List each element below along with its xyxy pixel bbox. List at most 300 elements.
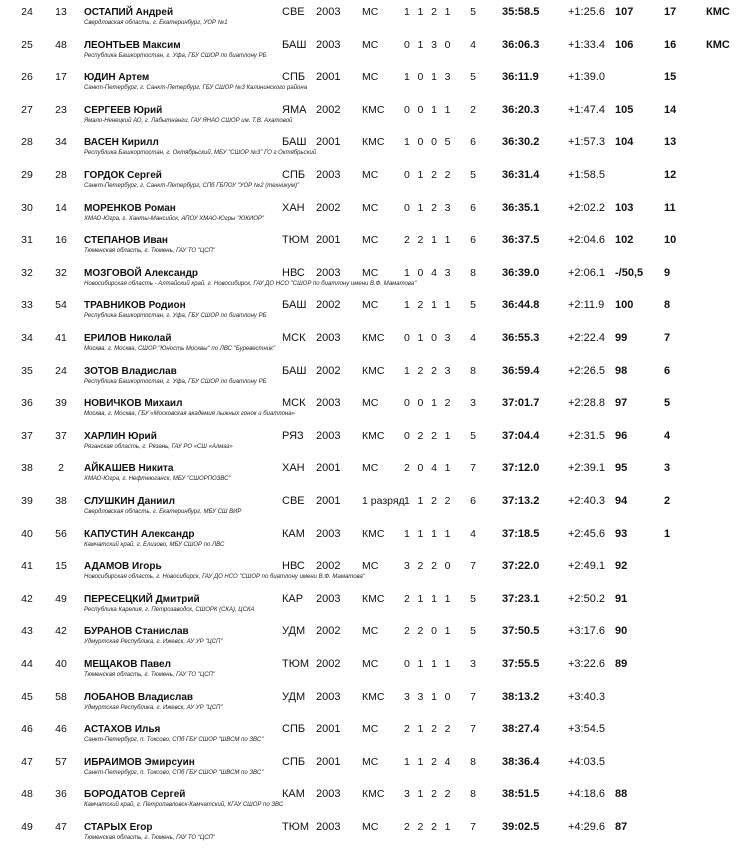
sport-rank: КМС (362, 429, 385, 442)
athlete-name: КАПУСТИН Александр (84, 528, 195, 540)
time-behind: +1:33.4 (568, 38, 606, 51)
cup-points: 6 (664, 364, 671, 377)
club-info: Свердловская область, г. Екатеринбург, УОР №1 (84, 20, 228, 26)
region-code: МСК (282, 397, 306, 410)
bib-cell: 32 (55, 266, 67, 279)
birth-year: 2001 (316, 723, 341, 736)
region-code: КАР (282, 592, 304, 605)
shooting-misses: 0 1 0 3 (404, 332, 453, 344)
region-code: МСК (282, 332, 306, 344)
club-info: Санкт-Петербург, п. Токсово, СПб ГБУ СШОР "ШВСМ по ЗВС" (84, 737, 264, 744)
finish-time: 35:58.5 (502, 6, 540, 18)
region-code: УДМ (282, 690, 306, 703)
bib-cell: 40 (55, 658, 67, 670)
total-penalties: 8 (470, 755, 476, 768)
shooting-misses: 1 1 2 4 (404, 755, 453, 768)
time-behind: +1:58.5 (568, 169, 606, 181)
total-penalties: 4 (470, 332, 476, 344)
club-info: Ямало-Ненецкий АО, г. Лабытнанги, ГАУ ЯНАО СШОР им. Т.В. Ахатовой (84, 117, 293, 124)
table-row (0, 262, 750, 294)
shooting-misses: 1 1 2 1 (404, 6, 453, 18)
total-penalties: 8 (470, 364, 476, 377)
total-penalties: 5 (470, 625, 476, 638)
birth-year: 2002 (316, 658, 341, 670)
points-cell: 103 (615, 201, 634, 214)
club-info: Республика Карелия, г. Петрозаводск, СШОРК (СКА), ЦСКА (84, 606, 255, 613)
table-row (0, 360, 750, 392)
time-behind: +2:50.2 (568, 592, 606, 605)
sport-rank: МС (362, 462, 379, 475)
place-cell: 37 (21, 429, 33, 442)
sport-rank: КМС (362, 332, 385, 344)
club-info: ХМАО-Югра, г. Ханты-Мансийск, АПОУ ХМАО-Югры "ЮКИОР" (84, 215, 265, 222)
region-code: УДМ (282, 625, 306, 638)
athlete-name: ЗОТОВ Владислав (84, 365, 177, 377)
place-cell: 49 (21, 821, 33, 833)
club-info: Санкт-Петербург, г. Санкт-Петербург, ГБУ СШОР №3 Калининского района (84, 85, 308, 92)
bib-cell: 38 (55, 495, 67, 507)
points-cell: 99 (615, 332, 628, 344)
table-row (0, 131, 750, 163)
total-penalties: 5 (470, 299, 476, 312)
total-penalties: 8 (470, 266, 476, 279)
points-cell: 90 (615, 625, 628, 638)
place-cell: 30 (21, 201, 33, 214)
points-cell: 105 (615, 103, 634, 116)
place-cell: 42 (21, 592, 33, 605)
bib-cell: 54 (55, 299, 67, 312)
table-row (0, 294, 750, 326)
club-info: Республика Башкортостан, г. Уфа, ГБУ СШОР по биатлону РБ (84, 378, 267, 385)
region-code: БАШ (282, 364, 307, 377)
sport-rank: МС (362, 71, 379, 84)
finish-time: 36:06.3 (502, 38, 540, 51)
birth-year: 2003 (316, 527, 341, 540)
total-penalties: 7 (470, 560, 476, 573)
place-cell: 31 (21, 234, 33, 247)
finish-time: 37:50.5 (502, 625, 540, 638)
club-info: Республика Башкортостан, г. Уфа, ГБУ СШОР по биатлону РБ (84, 52, 267, 59)
club-info: Новосибирская область, г. Новосибирск, ГАУ ДО НСО "СШОР по биатлону имени В.Ф. Маматова" (84, 574, 366, 581)
points-cell: 100 (615, 299, 634, 312)
bib-cell: 58 (55, 690, 67, 703)
birth-year: 2003 (316, 332, 341, 344)
club-info: Камчатский край, г. Петропавловск-Камчатский, КГАУ СШОР по ЗВС (84, 802, 284, 809)
cup-points: 8 (664, 299, 671, 312)
club-info: Санкт-Петербург, г. Санкт-Петербург, СПб ГБПОУ "УОР №2 (техникум)" (84, 183, 300, 189)
club-info: Москва, г. Москва, СШОР "Юность Москвы" по ЛВС "Буревестник" (84, 346, 276, 352)
sport-rank: МС (362, 169, 379, 181)
finish-time: 36:59.4 (502, 364, 540, 377)
points-cell: 97 (615, 397, 628, 410)
region-code: СВЕ (282, 495, 305, 507)
bib-cell: 48 (55, 38, 67, 51)
cup-points: 1 (664, 527, 671, 540)
bib-cell: 39 (55, 397, 67, 410)
table-row (0, 783, 750, 815)
finish-time: 36:30.2 (502, 136, 540, 149)
athlete-name: МЕЩАКОВ Павел (84, 659, 171, 670)
finish-time: 36:39.0 (502, 266, 540, 279)
place-cell: 40 (21, 527, 33, 540)
finish-time: 37:22.0 (502, 560, 540, 573)
shooting-misses: 2 2 2 1 (404, 821, 453, 833)
shooting-misses: 1 1 1 1 (404, 527, 453, 540)
table-row (0, 164, 750, 196)
region-code: СПБ (282, 723, 306, 736)
birth-year: 2003 (316, 690, 341, 703)
time-behind: +2:40.3 (568, 495, 606, 507)
points-cell: 89 (615, 658, 628, 670)
place-cell: 29 (21, 169, 33, 181)
points-cell: 102 (615, 234, 634, 247)
sport-rank: 1 разряд (362, 495, 405, 507)
bib-cell: 13 (55, 6, 67, 18)
table-row (0, 327, 750, 359)
sport-rank: МС (362, 658, 379, 670)
athlete-name: ВАСЕН Кирилл (84, 137, 159, 149)
table-row (0, 555, 750, 587)
bib-cell: 47 (55, 821, 67, 833)
time-behind: +1:25.6 (568, 6, 606, 18)
place-cell: 44 (21, 658, 33, 670)
time-behind: +4:29.6 (568, 821, 606, 833)
club-info: Санкт-Петербург, п. Токсово, СПб ГБУ СШОР "ШВСМ по ЗВС" (84, 769, 264, 776)
cup-points: 7 (664, 332, 671, 344)
sport-rank: МС (362, 397, 379, 410)
athlete-name: ЕРИЛОВ Николай (84, 333, 172, 344)
bib-cell: 2 (58, 462, 64, 475)
athlete-name: СЛУШКИН Даниил (84, 496, 175, 507)
birth-year: 2001 (316, 234, 341, 247)
region-code: ХАН (282, 201, 305, 214)
time-behind: +3:17.6 (568, 625, 606, 638)
shooting-misses: 0 0 1 2 (404, 397, 453, 410)
total-penalties: 3 (470, 397, 476, 410)
table-row (0, 392, 750, 424)
total-penalties: 6 (470, 136, 476, 149)
region-code: РЯЗ (282, 429, 304, 442)
athlete-name: АСТАХОВ Илья (84, 724, 161, 736)
sport-rank: МС (362, 234, 379, 247)
region-code: СПБ (282, 169, 306, 181)
shooting-misses: 1 1 2 2 (404, 495, 453, 507)
shooting-misses: 3 3 1 0 (404, 690, 453, 703)
cup-points: 5 (664, 397, 671, 410)
total-penalties: 8 (470, 788, 476, 801)
cup-points: 3 (664, 462, 671, 475)
region-code: ХАН (282, 462, 305, 475)
birth-year: 2002 (316, 625, 341, 638)
athlete-name: МОЗГОВОЙ Александр (84, 267, 199, 279)
total-penalties: 5 (470, 429, 476, 442)
points-cell: 88 (615, 788, 628, 801)
table-row (0, 653, 750, 685)
time-behind: +3:22.6 (568, 658, 606, 670)
finish-time: 37:13.2 (502, 495, 540, 507)
athlete-name: СТЕПАНОВ Иван (84, 235, 168, 247)
time-behind: +2:22.4 (568, 332, 606, 344)
shooting-misses: 2 1 2 2 (404, 723, 453, 736)
time-behind: +1:47.4 (568, 103, 606, 116)
club-info: Новосибирская область - Алтайский край, г. Новосибирск, ГАУ ДО НСО "СШОР по биатлону имени В.Ф. Маматова" (84, 280, 417, 287)
total-penalties: 4 (470, 38, 476, 51)
shooting-misses: 0 0 1 1 (404, 103, 453, 116)
place-cell: 28 (21, 136, 33, 149)
time-behind: +2:02.2 (568, 201, 606, 214)
cup-points: 11 (664, 201, 676, 214)
cup-points: 16 (664, 38, 677, 51)
bib-cell: 34 (55, 136, 67, 149)
finish-time: 38:51.5 (502, 788, 540, 801)
place-cell: 39 (21, 495, 33, 507)
region-code: КАМ (282, 527, 305, 540)
points-cell: 107 (615, 6, 634, 18)
birth-year: 2003 (316, 397, 341, 410)
region-code: НВС (282, 266, 305, 279)
sport-rank: МС (362, 625, 379, 638)
shooting-misses: 2 2 0 1 (404, 625, 453, 638)
region-code: ЯМА (282, 103, 307, 116)
table-row (0, 425, 750, 457)
club-info: Рязанская область, г. Рязань, ГАУ РО «СШ «Алмаз» (84, 443, 233, 450)
club-info: Удмуртская Республика, г. Ижевск, АУ УР "ЦСП" (84, 704, 223, 711)
athlete-name: ЛОБАНОВ Владислав (84, 691, 194, 703)
finish-time: 36:44.8 (502, 299, 540, 312)
time-behind: +2:26.5 (568, 364, 606, 377)
table-row (0, 751, 750, 783)
club-info: Тюменская область, г. Тюмень, ГАУ ТО "ЦСП" (84, 248, 216, 255)
athlete-name: СТАРЫХ Егор (84, 822, 153, 833)
sport-rank: МС (362, 299, 379, 312)
table-row (0, 718, 750, 750)
bib-cell: 28 (55, 169, 67, 181)
birth-year: 2001 (316, 495, 341, 507)
athlete-name: ТРАВНИКОВ Родион (84, 300, 186, 312)
shooting-misses: 3 2 2 0 (404, 560, 453, 573)
total-penalties: 7 (470, 723, 476, 736)
points-cell: 96 (615, 429, 628, 442)
place-cell: 34 (21, 332, 33, 344)
shooting-misses: 1 2 2 3 (404, 364, 453, 377)
time-behind: +3:40.3 (568, 690, 606, 703)
sport-rank: КМС (362, 788, 385, 801)
points-cell: -/50,5 (615, 266, 644, 279)
table-row (0, 620, 750, 652)
points-cell: 92 (615, 560, 628, 573)
total-penalties: 4 (470, 527, 476, 540)
table-row (0, 588, 750, 620)
place-cell: 24 (21, 6, 33, 18)
finish-time: 38:27.4 (502, 723, 540, 736)
time-behind: +2:45.6 (568, 527, 606, 540)
region-code: СПБ (282, 71, 306, 84)
sport-rank: КМС (362, 527, 385, 540)
athlete-name: СЕРГЕЕВ Юрий (84, 104, 163, 116)
sport-rank: МС (362, 201, 379, 214)
athlete-name: МОРЕНКОВ Роман (84, 202, 176, 214)
region-code: БАШ (282, 38, 307, 51)
athlete-name: ИБРАИМОВ Эмирсуин (84, 756, 195, 768)
athlete-name: ОСТАПИЙ Андрей (84, 7, 174, 18)
place-cell: 36 (21, 397, 33, 410)
finish-time: 36:11.9 (502, 71, 539, 84)
bib-cell: 49 (55, 592, 67, 605)
sport-rank: МС (362, 755, 379, 768)
finish-time: 38:36.4 (502, 755, 540, 768)
bib-cell: 16 (55, 234, 67, 247)
place-cell: 32 (21, 266, 33, 279)
place-cell: 25 (21, 38, 33, 51)
total-penalties: 5 (470, 169, 476, 181)
shooting-misses: 2 2 1 1 (404, 234, 453, 247)
time-behind: +1:57.3 (568, 136, 606, 149)
finish-time: 37:12.0 (502, 462, 540, 475)
bib-cell: 37 (55, 429, 67, 442)
bib-cell: 36 (55, 788, 67, 801)
table-row (0, 523, 750, 555)
points-cell: 106 (615, 38, 634, 51)
region-code: НВС (282, 560, 305, 573)
shooting-misses: 1 0 0 5 (404, 136, 453, 149)
shooting-misses: 0 1 2 2 (404, 169, 453, 181)
athlete-name: АДАМОВ Игорь (84, 561, 162, 573)
shooting-misses: 1 0 1 3 (404, 71, 453, 84)
table-row (0, 816, 750, 848)
cup-points: 4 (664, 429, 671, 442)
total-penalties: 6 (470, 201, 476, 214)
club-info: Тюменская область, г. Тюмень, ГАУ ТО "ЦСП" (84, 835, 216, 841)
table-row (0, 1, 750, 33)
bib-cell: 15 (55, 560, 67, 573)
athlete-name: БУРАНОВ Станислав (84, 626, 189, 638)
qualification: КМС (706, 6, 730, 18)
finish-time: 37:04.4 (502, 429, 540, 442)
athlete-name: БОРОДАТОВ Сергей (84, 789, 186, 801)
place-cell: 35 (21, 364, 33, 377)
time-behind: +2:49.1 (568, 560, 606, 573)
shooting-misses: 0 2 2 1 (404, 429, 453, 442)
shooting-misses: 3 1 2 2 (404, 788, 453, 801)
finish-time: 36:20.3 (502, 103, 540, 116)
bib-cell: 17 (55, 71, 67, 84)
total-penalties: 6 (470, 234, 476, 247)
club-info: Москва, г. Москва, ГБУ «Московская академия лыжных гонок и биатлона» (84, 411, 295, 418)
table-row (0, 490, 750, 522)
total-penalties: 2 (470, 103, 476, 116)
time-behind: +2:11.9 (568, 299, 605, 312)
athlete-name: ПЕРЕСЕЦКИЙ Дмитрий (84, 593, 200, 605)
sport-rank: МС (362, 723, 379, 736)
place-cell: 27 (21, 103, 33, 116)
place-cell: 38 (21, 462, 33, 475)
birth-year: 2001 (316, 136, 341, 149)
table-row (0, 99, 750, 131)
table-row (0, 34, 750, 66)
place-cell: 47 (21, 755, 33, 768)
birth-year: 2003 (316, 38, 341, 51)
points-cell: 93 (615, 527, 628, 540)
finish-time: 37:18.5 (502, 527, 540, 540)
points-cell: 94 (615, 495, 628, 507)
bib-cell: 24 (55, 364, 67, 377)
athlete-name: ГОРДОК Сергей (84, 170, 162, 181)
region-code: ТЮМ (282, 821, 309, 833)
birth-year: 2002 (316, 103, 341, 116)
bib-cell: 57 (55, 755, 67, 768)
shooting-misses: 0 1 1 1 (404, 658, 453, 670)
region-code: КАМ (282, 788, 305, 801)
birth-year: 2001 (316, 755, 341, 768)
athlete-name: АЙКАШЕВ Никита (84, 463, 174, 475)
total-penalties: 3 (470, 658, 476, 670)
birth-year: 2001 (316, 462, 341, 475)
time-behind: +2:31.5 (568, 429, 606, 442)
birth-year: 2001 (316, 71, 341, 84)
region-code: ТЮМ (282, 658, 309, 670)
place-cell: 43 (21, 625, 33, 638)
total-penalties: 7 (470, 690, 476, 703)
birth-year: 2002 (316, 201, 341, 214)
total-penalties: 5 (470, 71, 476, 84)
total-penalties: 7 (470, 462, 476, 475)
sport-rank: КМС (362, 103, 385, 116)
finish-time: 37:01.7 (502, 397, 540, 410)
shooting-misses: 2 0 4 1 (404, 462, 453, 475)
time-behind: +3:54.5 (568, 723, 606, 736)
sport-rank: КМС (362, 364, 385, 377)
points-cell: 87 (615, 821, 628, 833)
cup-points: 12 (664, 169, 677, 181)
total-penalties: 6 (470, 495, 476, 507)
finish-time: 36:55.3 (502, 332, 540, 344)
total-penalties: 5 (470, 6, 476, 18)
club-info: Тюменская область, г. Тюмень, ГАУ ТО "ЦСП" (84, 672, 216, 678)
cup-points: 9 (664, 266, 671, 279)
bib-cell: 46 (55, 723, 67, 736)
region-code: СПБ (282, 755, 306, 768)
athlete-name: ХАРЛИН Юрий (84, 430, 157, 442)
birth-year: 2003 (316, 169, 341, 181)
total-penalties: 5 (470, 592, 476, 605)
birth-year: 2003 (316, 788, 341, 801)
place-cell: 33 (21, 299, 33, 312)
time-behind: +1:39.0 (568, 71, 606, 84)
sport-rank: МС (362, 266, 379, 279)
points-cell: 98 (615, 364, 628, 377)
points-cell: 91 (615, 592, 628, 605)
finish-time: 36:31.4 (502, 169, 540, 181)
cup-points: 14 (664, 103, 677, 116)
place-cell: 41 (21, 560, 33, 573)
cup-points: 17 (664, 6, 677, 18)
cup-points: 10 (664, 234, 677, 247)
club-info: Камчатский край, г. Елизово, МБУ СШОР по ЛВС (84, 541, 225, 548)
cup-points: 13 (664, 136, 677, 149)
birth-year: 2002 (316, 560, 341, 573)
club-info: Республика Башкортостан, г. Октябрьский, МБУ "СШОР №3" ГО г.Октябрьский (84, 150, 317, 157)
table-row (0, 66, 750, 98)
region-code: БАШ (282, 299, 307, 312)
finish-time: 37:55.5 (502, 658, 540, 670)
sport-rank: КМС (362, 136, 385, 149)
club-info: Свердловская область, г. Екатеринбург, МБУ СШ ВИР (84, 509, 242, 515)
place-cell: 46 (21, 723, 33, 736)
total-penalties: 7 (470, 821, 476, 833)
athlete-name: ЛЕОНТЬЕВ Максим (84, 39, 181, 51)
birth-year: 2002 (316, 299, 341, 312)
finish-time: 36:35.1 (502, 201, 540, 214)
